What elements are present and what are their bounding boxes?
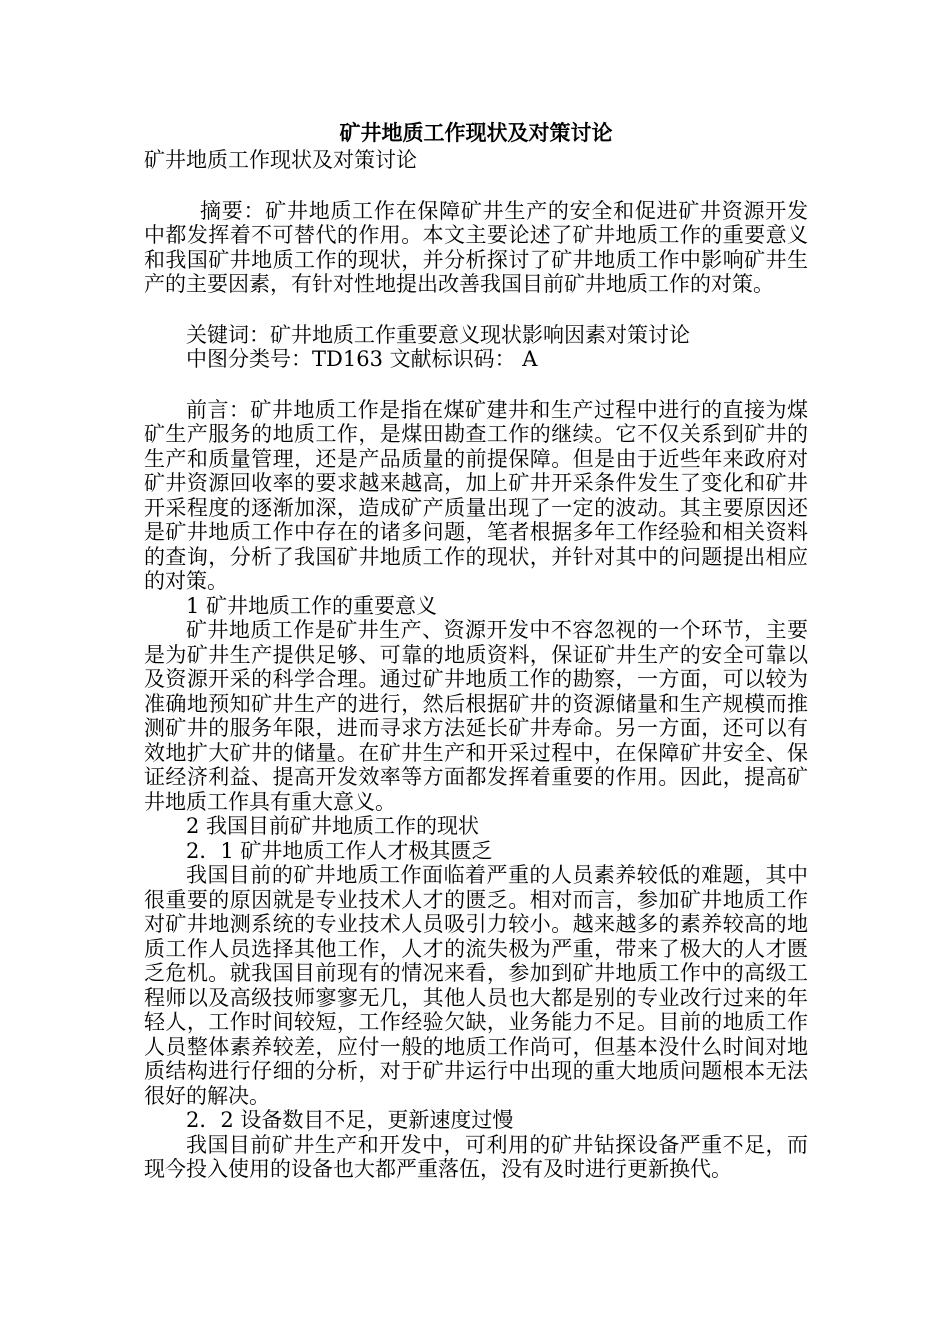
subsection-2-2-paragraph: 我国目前矿井生产和开发中，可利用的矿井钻探设备严重不足，而现今投入使用的设备也大都严重落伍，没有及时进行更新换代。	[144, 1132, 808, 1181]
section-1-paragraph: 矿井地质工作是矿井生产、资源开发中不容忽视的一个环节，主要是为矿井生产提供足够、可靠的地质资料，保证矿井生产的安全可靠以及资源开采的科学合理。通过矿井地质工作的勘察，一方面，可以较为准确地预知矿井生产的进行，然后根据矿井的资源储量和生产规模而推测矿井的服务年限，进而寻求方法延长矿井寿命。另一方面，还可以有效地扩大矿井的储量。在矿井生产和开采过程中，在保障矿井安全、保证经济利益、提高开发效率等方面都发挥着重要的作用。因此，提高矿井地质工作具有重大意义。	[144, 618, 808, 814]
classification-line: 中图分类号：TD163 文献标识码： A	[186, 347, 538, 371]
document-subtitle: 矿井地质工作现状及对策讨论	[144, 148, 417, 172]
subsection-2-1-paragraph: 我国目前的矿井地质工作面临着严重的人员素养较低的难题，其中很重要的原因就是专业技术人才的匮乏。相对而言，参加矿井地质工作对矿井地测系统的专业技术人员吸引力较小。越来越多的素养较高的地质工作人员选择其他工作，人才的流失极为严重，带来了极大的人才匮乏危机。就我国目前现有的情况来看，参加到矿井地质工作中的高级工程师以及高级技师寥寥无几，其他人员也大都是别的专业改行过来的年轻人，工作时间较短，工作经验欠缺，业务能力不足。目前的地质工作人员整体素养较差，应付一般的地质工作尚可，但基本没什么时间对地质结构进行仔细的分析，对于矿井运行中出现的重大地质问题根本无法很好的解决。	[144, 863, 808, 1108]
spacer	[144, 297, 808, 323]
preface-paragraph: 前言：矿井地质工作是指在煤矿建井和生产过程中进行的直接为煤矿生产服务的地质工作，是煤田勘查工作的继续。它不仅关系到矿井的生产和质量管理，还是产品质量的前提保障。但是由于近些年来政府对矿井资源回收率的要求越来越高，加上矿井开采条件发生了变化和矿井开采程度的逐渐加深，造成矿产质量出现了一定的波动。其主要原因还是矿井地质工作中存在的诸多问题，笔者根据多年工作经验和相关资料的查询，分析了我国矿井地质工作的现状，并针对其中的问题提出相应的对策。	[144, 397, 808, 593]
subsection-heading-2-2: 2．2 设备数目不足，更新速度过慢	[186, 1108, 514, 1132]
spacer	[144, 173, 808, 199]
section-heading-1: 1 矿井地质工作的重要意义	[186, 593, 438, 618]
abstract-paragraph: 摘要：矿井地质工作在保障矿井生产的安全和促进矿井资源开发中都发挥着不可替代的作用。本文主要论述了矿井地质工作的重要意义和我国矿井地质工作的现状，并分析探讨了矿井地质工作中影响矿井生产的主要因素，有针对性地提出改善我国目前矿井地质工作的对策。	[144, 198, 808, 296]
document-title: 矿井地质工作现状及对策讨论	[339, 121, 613, 145]
spacer	[144, 372, 808, 398]
subsection-heading-2-1: 2．1 矿井地质工作人才极其匮乏	[186, 838, 493, 863]
keywords-line: 关键词：矿井地质工作重要意义现状影响因素对策讨论	[186, 322, 690, 347]
document-page	[144, 118, 808, 1182]
section-heading-2: 2 我国目前矿井地质工作的现状	[186, 814, 480, 838]
